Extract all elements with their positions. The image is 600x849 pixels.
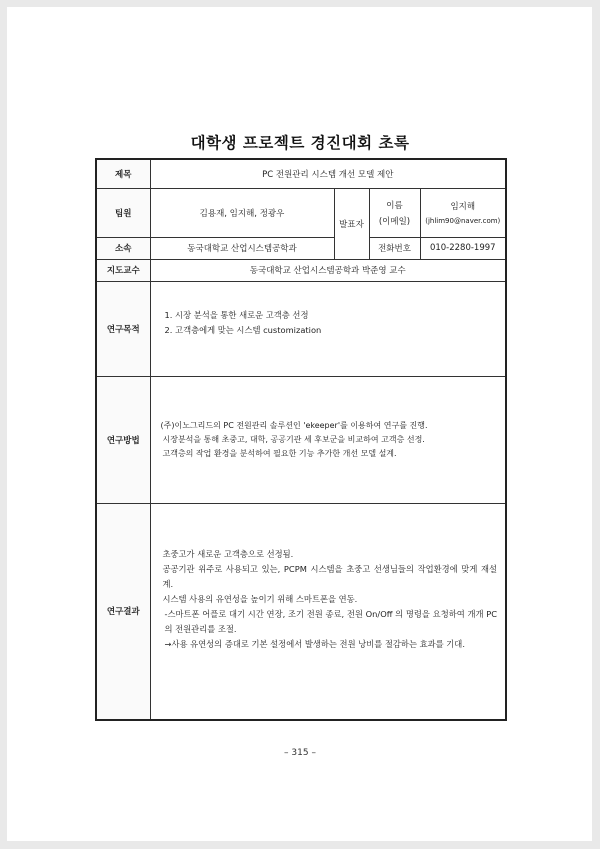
method-line: (주)이노그리드의 PC 전원관리 솔루션인 'ekeeper'를 이용하여 연구를 진행. [160,420,428,430]
result-content [150,503,506,720]
abstract-form-table [95,158,507,721]
method-row [96,376,506,503]
presenter-email: (jhlim90@naver.com) [425,217,501,225]
result-line: 초중고가 새로운 고객층으로 선정됨. [162,548,294,559]
method-line: 시장분석을 통해 초중고, 대학, 공공기관 세 후보군을 비교하여 고객층 선정. [162,434,425,444]
purpose-content [150,281,506,376]
affiliation-value: 동국대학교 산업시스템공학과 [150,237,334,259]
subject-label: 제목 [96,159,150,188]
team-row [96,188,506,237]
presenter-name-cell [420,188,506,237]
result-line: →사용 유연성의 증대로 기본 설정에서 발생하는 전원 낭비를 절감하는 효과를 기대. [164,638,465,649]
subject-row [96,159,506,188]
page-title: 대학생 프로젝트 경진대회 초록 [190,134,410,152]
presenter-name: 임지해 [450,202,476,212]
purpose-label: 연구목적 [96,281,150,376]
advisor-row [96,259,506,281]
presenter-label: 발표자 [334,188,369,259]
result-label: 연구결과 [96,503,150,720]
phone-label: 전화번호 [369,237,420,259]
subject-value: PC 전원관리 시스템 개선 모델 제안 [150,159,506,188]
page-number: – 315 – [284,748,316,758]
affiliation-row [96,237,506,259]
advisor-label: 지도교수 [96,259,150,281]
method-content [150,376,506,503]
email-label: (이메일) [378,216,411,227]
presenter-name-label [369,188,420,237]
method-label: 연구방법 [96,376,150,503]
purpose-line: 1. 시장 분석을 통한 새로운 고객층 선정 [164,309,309,320]
result-line: -스마트폰 어플로 대기 시간 연장, 조기 전원 종료, 전원 On/Off 의 명령을 요청하여 개개 PC의 전원관리를 조절. [164,608,498,634]
result-row [96,503,506,720]
name-label: 이름 [386,200,403,211]
team-value: 김용재, 임지해, 정광우 [150,188,334,237]
purpose-row [96,281,506,376]
team-label: 팀원 [96,188,150,237]
method-line: 고객층의 작업 환경을 분석하여 필요한 기능 추가한 개선 모델 설계. [162,448,397,458]
phone-value: 010-2280-1997 [420,237,506,259]
advisor-value: 동국대학교 산업시스템공학과 박준영 교수 [150,259,506,281]
result-line: 공공기관 위주로 사용되고 있는, PCPM 시스템을 초중고 선생님들의 작업환경에 맞게 재설계. [162,563,498,589]
purpose-line: 2. 고객층에게 맞는 시스템 customization [164,324,322,335]
affiliation-label: 소속 [96,237,150,259]
result-line: 시스템 사용의 유연성을 높이기 위해 스마트폰을 연동. [162,593,358,604]
